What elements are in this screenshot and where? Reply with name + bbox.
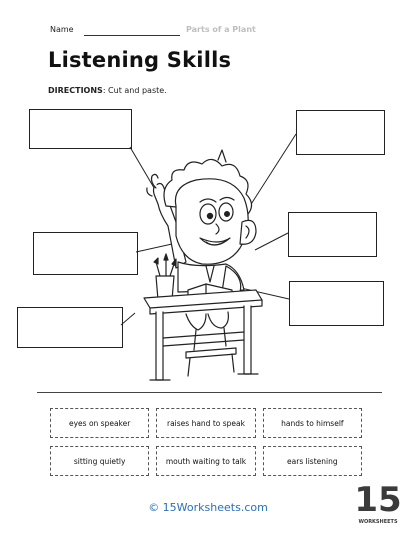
pointer-line-sitting	[121, 313, 135, 325]
word-card[interactable]: hands to himself	[263, 408, 362, 438]
name-label: Name	[50, 25, 74, 34]
directions-text: : Cut and paste.	[102, 86, 167, 95]
word-bank	[50, 408, 362, 476]
15worksheets-logo	[354, 471, 402, 527]
directions-label: DIRECTIONS	[48, 86, 103, 95]
subject-title: Parts of a Plant	[186, 25, 256, 34]
cut-divider	[37, 392, 382, 393]
logo-number: 15	[354, 480, 402, 520]
word-card[interactable]: eyes on speaker	[50, 408, 149, 438]
worksheet-title: Listening Skills	[48, 48, 232, 72]
word-card[interactable]: ears listening	[263, 446, 362, 476]
word-card[interactable]: mouth waiting to talk	[156, 446, 255, 476]
pointer-line-ear	[255, 233, 288, 250]
word-card[interactable]: raises hand to speak	[156, 408, 255, 438]
logo-word: WORKSHEETS	[358, 519, 398, 525]
word-card[interactable]: sitting quietly	[50, 446, 149, 476]
copyright-link[interactable]: © 15Worksheets.com	[148, 501, 268, 514]
